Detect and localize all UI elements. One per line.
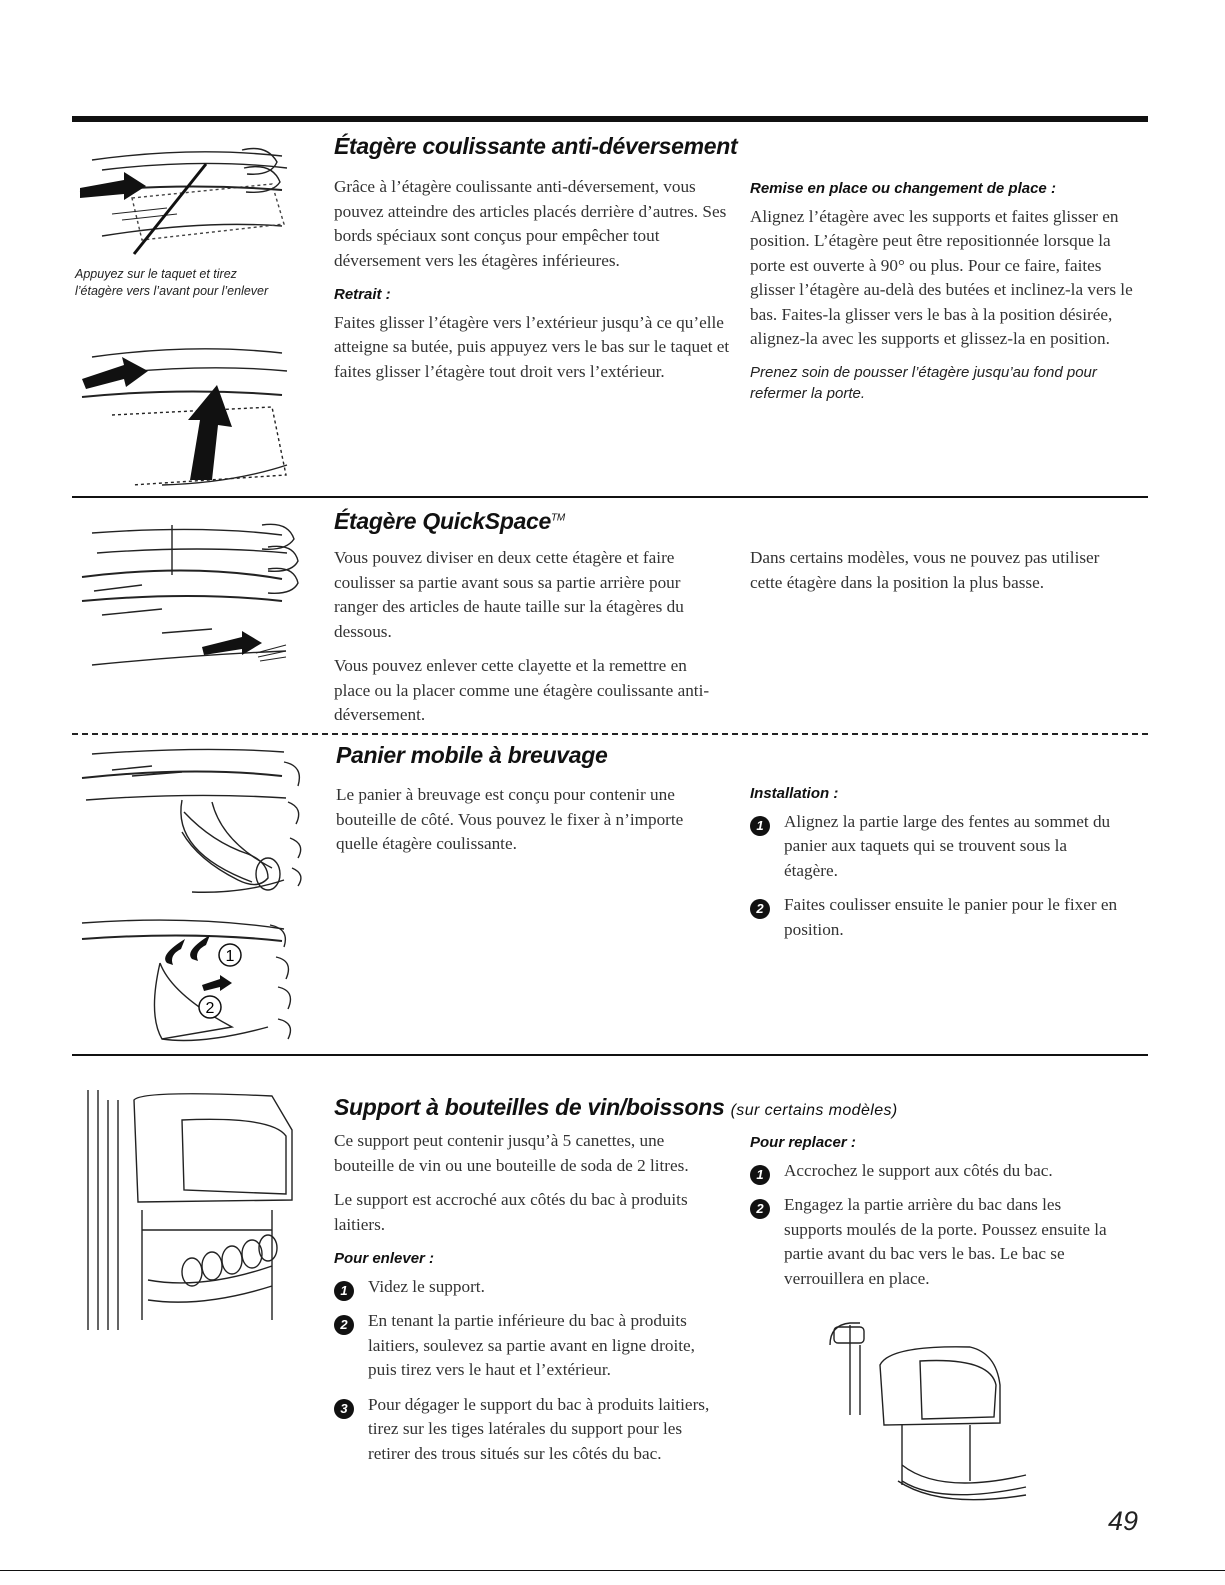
section2-left-column	[334, 546, 724, 738]
section4-right-column	[750, 1129, 1120, 1301]
step-number-badge: 1	[750, 816, 770, 836]
pour-replacer-label: Pour replacer :	[750, 1134, 856, 1151]
step-number-badge: 2	[750, 1199, 770, 1219]
replacer-step-2	[750, 1193, 1120, 1291]
remise-label: Remise en place ou changement de place :	[750, 180, 1056, 197]
section1-left-column	[334, 175, 734, 394]
note-text: Prenez soin de pousser l’étagère jusqu’au fond pour refermer la porte.	[750, 363, 1097, 402]
section-divider	[72, 496, 1148, 498]
quickspace-paragraph-1: Vous pouvez diviser en deux cette étagère et faire coulisser sa partie avant sous sa partie arrière pour ranger des articles de haute taille sur la étagères du dessous.	[334, 548, 684, 641]
retrait-label: Retrait :	[334, 286, 391, 303]
install-step-2	[750, 893, 1120, 942]
support-paragraph-2: Le support est accroché aux côtés du bac à produits laitiers.	[334, 1190, 688, 1234]
section3-right-column	[750, 780, 1120, 952]
section4-left-column	[334, 1129, 719, 1476]
step-text: Videz le support.	[368, 1276, 485, 1296]
figure-caption: Appuyez sur le taquet et tirez l’étagère vers l’avant pour l’enlever	[75, 267, 269, 298]
intro-paragraph: Grâce à l’étagère coulissante anti-déversement, vous pouvez atteindre des articles placés derrière d’autres. Ses bords spéciaux sont conçus pour empêcher tout déversement vers les étagères inférieures.	[334, 177, 727, 270]
step-text: Alignez la partie large des fentes au sommet du panier aux taquets qui se trouvent sous la étagère.	[784, 811, 1111, 880]
shelf-pull-illustration	[72, 128, 317, 263]
shelf-tilt-illustration	[72, 335, 317, 495]
bin-and-rack-illustration	[790, 1305, 1030, 1515]
section3-left-column	[336, 783, 726, 867]
bottom-rule	[0, 1570, 1225, 1571]
quickspace-shelf-illustration	[72, 505, 317, 675]
heading-suffix: (sur certains modèles)	[730, 1102, 898, 1119]
basket-install-illustration	[72, 915, 317, 1055]
beverage-basket-illustration	[72, 742, 317, 902]
quickspace-title: Étagère QuickSpace	[334, 508, 552, 534]
step-number-badge: 3	[334, 1399, 354, 1419]
section2-right-column	[750, 546, 1110, 605]
callout-2-label: 2	[205, 1000, 215, 1017]
step-number-badge: 1	[750, 1165, 770, 1185]
section-heading-quickspace	[334, 508, 565, 535]
pour-enlever-label: Pour enlever :	[334, 1250, 435, 1267]
section-heading-etagere-coulissante: Étagère coulissante anti-déversement	[334, 133, 738, 159]
bottle-rack-door-illustration	[72, 1090, 317, 1330]
install-step-1	[750, 810, 1120, 884]
step-text: Faites coulisser ensuite le panier pour le fixer en position.	[784, 895, 1118, 939]
enlever-step-3	[334, 1393, 719, 1467]
replacer-step-1	[750, 1159, 1120, 1184]
page-number: 49	[1108, 1506, 1139, 1536]
support-title: Support à bouteilles de vin/boissons	[334, 1094, 725, 1120]
step-text: Accrochez le support aux côtés du bac.	[784, 1160, 1053, 1180]
step-text: En tenant la partie inférieure du bac à produits laitiers, soulevez sa partie avant en ligne droite, puis tirez vers le haut et l’extérieur.	[368, 1311, 695, 1379]
retrait-paragraph: Faites glisser l’étagère vers l’extérieur jusqu’à ce qu’elle atteigne sa butée, puis appuyez vers le bas sur le taquet et faites glisser l’étagère tout droit vers l’extérieur.	[334, 312, 730, 381]
section1-right-column	[750, 175, 1145, 404]
installation-label: Installation :	[750, 785, 839, 802]
remise-paragraph: Alignez l’étagère avec les supports et faites glisser en position. L’étagère peut être repositionnée lorsque la porte est ouverte à 90° ou plus. Pour ce faire, faites glisser l’étagère au-delà des butées et inclinez-la vers le bas. Faites-la glisser vers le bas à la position désirée, alignez-la avec les supports et glissez-la en position.	[750, 206, 1133, 348]
section-heading-support-bouteilles	[334, 1094, 898, 1121]
trademark-mark: TM	[551, 512, 565, 524]
step-text: Engagez la partie arrière du bac dans les supports moulés de la porte. Poussez ensuite la partie avant du bac vers le bas. Le bac se verrouillera en place.	[784, 1195, 1107, 1288]
enlever-step-1	[334, 1275, 719, 1300]
top-rule	[72, 116, 1148, 122]
step-number-badge: 2	[750, 899, 770, 919]
quickspace-paragraph-2: Vous pouvez enlever cette clayette et la remettre en place ou la placer comme une étagère coulissante anti-déversement.	[334, 656, 710, 724]
support-paragraph-1: Ce support peut contenir jusqu’à 5 canettes, une bouteille de vin ou une bouteille de soda de 2 litres.	[334, 1131, 689, 1175]
step-text: Pour dégager le support du bac à produits laitiers, tirez sur les tiges latérales du support pour les retirer des trous situés sur les côtés du bac.	[368, 1394, 710, 1463]
callout-1-label: 1	[225, 948, 235, 965]
section-heading-panier: Panier mobile à breuvage	[336, 742, 608, 768]
quickspace-paragraph-3: Dans certains modèles, vous ne pouvez pas utiliser cette étagère dans la position la plus basse.	[750, 548, 1100, 592]
step-number-badge: 1	[334, 1281, 354, 1301]
enlever-step-2	[334, 1309, 719, 1383]
step-number-badge: 2	[334, 1315, 354, 1335]
panier-paragraph: Le panier à breuvage est conçu pour contenir une bouteille de côté. Vous pouvez le fixer à n’importe quelle étagère coulissante.	[336, 785, 684, 853]
